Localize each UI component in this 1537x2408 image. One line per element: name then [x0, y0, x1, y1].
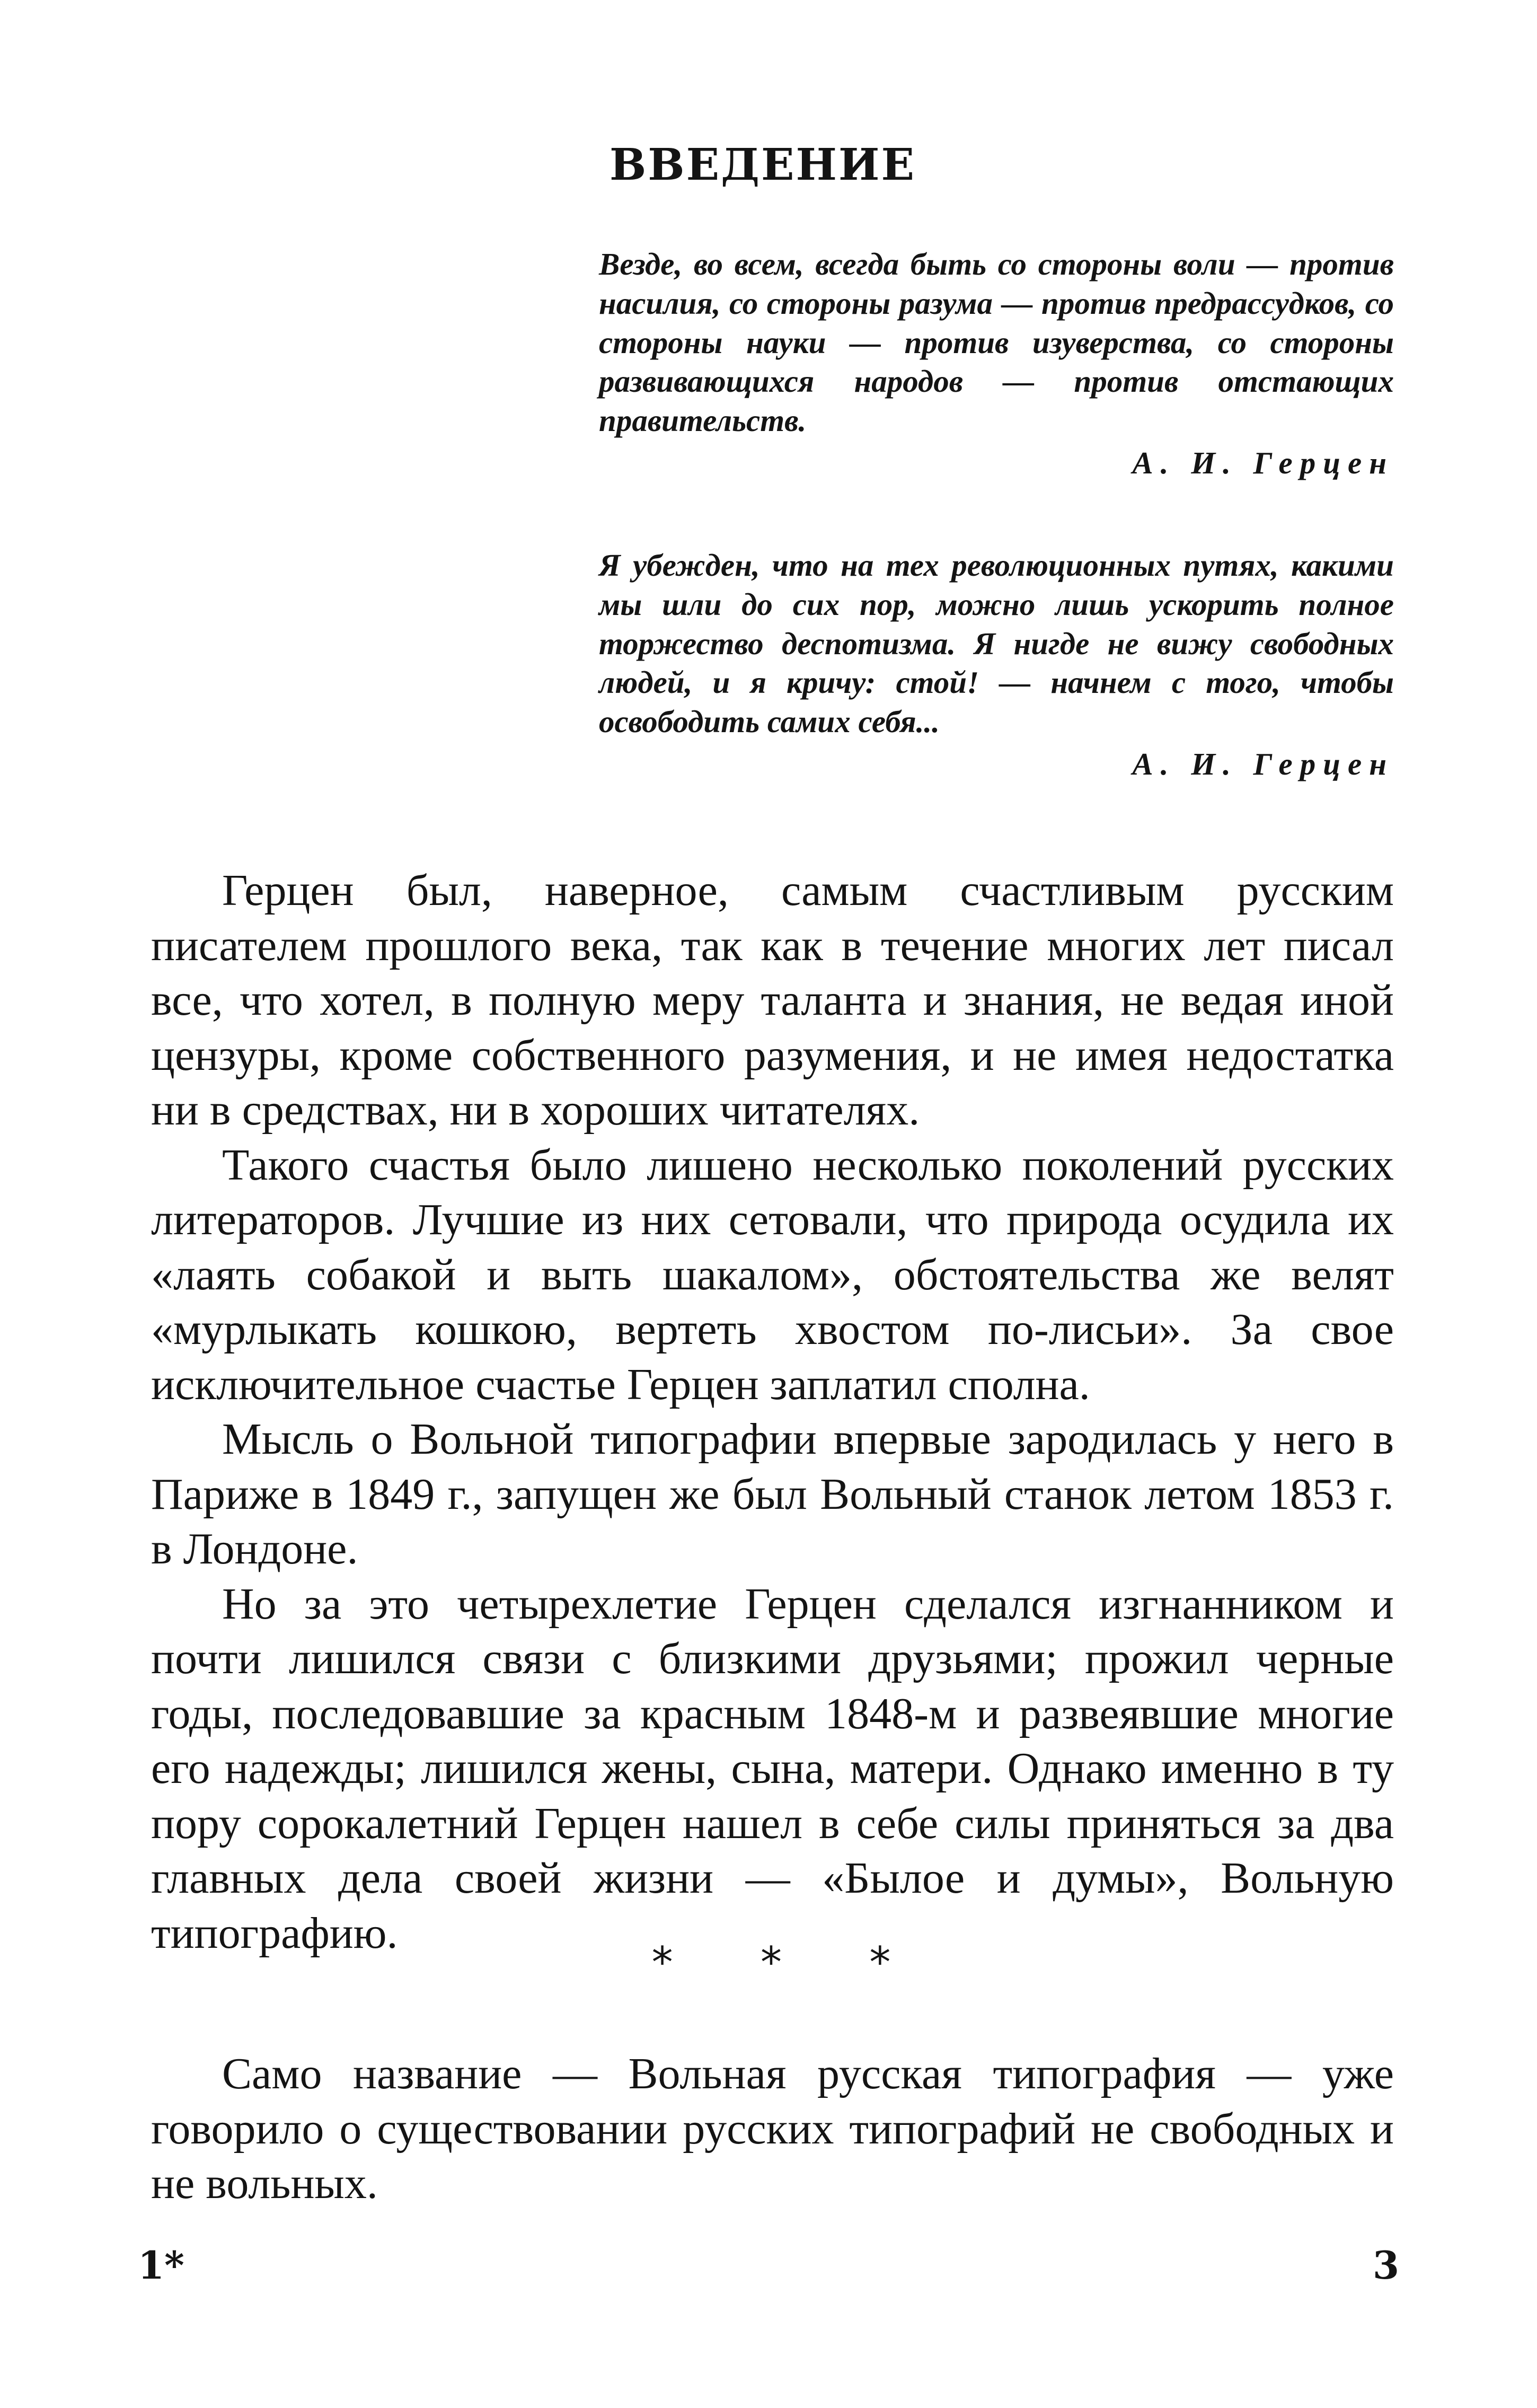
- paragraph: Но за это четырехлетие Герцен сделался изгнанником и почти лишился связи с близкими друзьями; прожил черные годы, последовавшие за красным 1848-м и развеявшие многие его надежды; лишился жены, сына, матери. Однако именно в ту пору сорокалетний Герцен нашел в себе силы приняться за два главных дела своей жизни — «Былое и думы», Вольную типографию.: [151, 1579, 1394, 1958]
- printer-signature-mark: 1*: [138, 2243, 184, 2288]
- epigraph-text: Везде, во всем, всегда быть со стороны воли — против насилия, со стороны разума — против предрассудков, со стороны науки — против изуверства, со стороны развивающихся народов — против отстающих правительств.: [599, 247, 1394, 438]
- epigraph-2: [599, 546, 1394, 784]
- epigraph-1: [599, 245, 1394, 483]
- epigraph-text: Я убежден, что на тех революционных путях, какими мы шли до сих пор, можно лишь ускорить полное торжество деспотизма. Я нигде не вижу свободных людей, и я кричу: стой! — начнем с того, чтобы освободить самих себя...: [599, 548, 1394, 740]
- paragraph: Такого счастья было лишено несколько поколений русских литераторов. Лучшие из них сетовали, что природа осудила их «лаять собакой и выть шакалом», обстоятельства же велят «мурлыкать кошкою, вертеть хвостом по-лисьи». За свое исключительное счастье Герцен заплатил сполна.: [151, 1140, 1394, 1409]
- epigraph-author: А. И. Герцен: [1132, 445, 1394, 480]
- body-section-2: [151, 2046, 1394, 2211]
- paragraph: Герцен был, наверное, самым счастливым русским писателем прошлого века, так как в течение многих лет писал все, что хотел, в полную меру таланта и знания, не ведая иной цензуры, кроме собственного разумения, и не имея недостатка ни в средствах, ни в хороших читателях.: [151, 866, 1394, 1135]
- page-number: 3: [1373, 2243, 1400, 2288]
- paragraph: Мысль о Вольной типографии впервые зародилась у него в Париже в 1849 г., запущен же был Вольный станок летом 1853 г. в Лондоне.: [151, 1414, 1394, 1574]
- chapter-heading: ВВЕДЕНИЕ: [610, 139, 916, 190]
- body-section-1: [151, 863, 1394, 1961]
- epigraph-author: А. И. Герцен: [1132, 746, 1394, 781]
- paragraph: Само название — Вольная русская типография — уже говорило о существовании русских типографий не свободных и не вольных.: [151, 2049, 1394, 2208]
- section-separator: * * *: [651, 1938, 917, 1987]
